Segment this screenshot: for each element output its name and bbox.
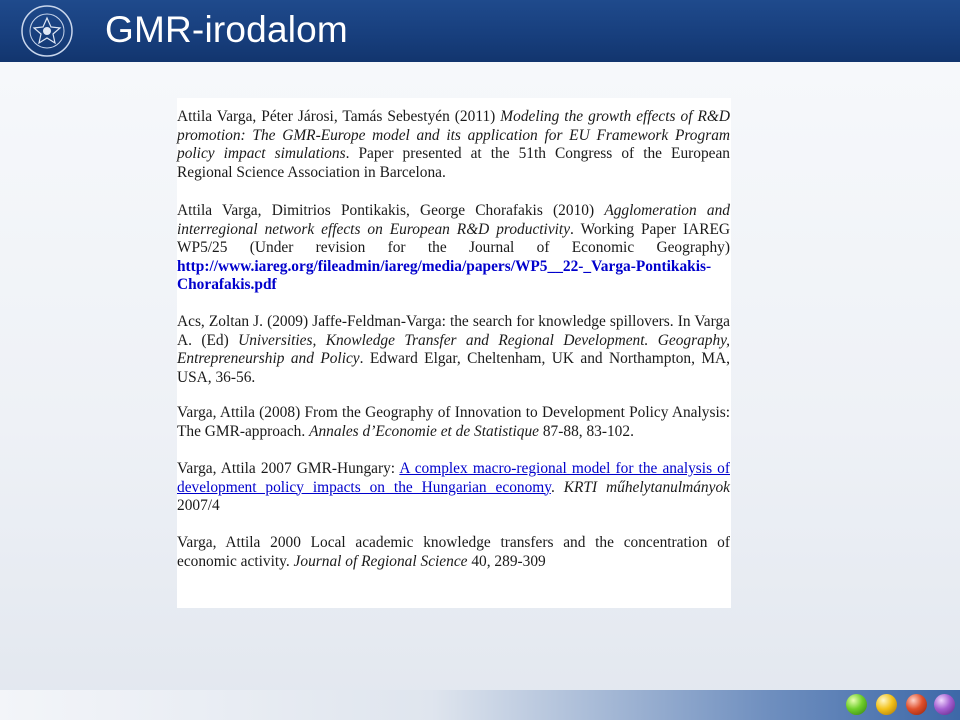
purple-sphere-icon [934,694,955,715]
reference-title: Agglomeration and interregional network effects on European R&D productivity [177,202,730,238]
reference-text: Attila Varga, Péter Járosi, Tamás Sebestyén (2011) [177,108,501,125]
reference-item [177,534,730,571]
reference-text: . [285,552,294,570]
university-seal-icon [18,4,76,58]
reference-text: . [550,478,564,496]
page-title: GMR-irodalom [105,9,348,50]
reference-title: Universities, Knowledge Transfer and Regional Development. Geography, Entrepreneurship and Policy [177,331,730,367]
reference-text: 40, 289-309 [467,552,546,570]
footer-band [0,690,960,720]
reference-item [177,404,730,441]
reference-item [177,108,730,182]
reference-page [177,98,731,608]
red-sphere-icon [906,694,927,715]
reference-text: . Paper presented at the 51th Congress of the European Regional Science Association in Barcelona. [177,145,731,181]
reference-title: Journal of Regional Science [293,552,468,570]
green-sphere-icon [846,694,867,715]
reference-item [177,460,730,516]
slide-header [0,0,960,62]
yellow-sphere-icon [876,694,897,715]
reference-text: Acs, Zoltan J. (2009) Jaffe-Feldman-Varga: the search for knowledge spillovers. In Varga A. (Ed) [177,313,730,349]
reference-title: Modeling the growth effects of R&D promotion: The GMR-Europe model and its application for EU Framework Program policy impact simulations [177,108,731,162]
reference-text: 87-88, 83-102. [539,422,634,440]
reference-text: . Edward Elgar, Cheltenham, UK and Northampton, MA, USA, 36-56. [177,350,731,386]
reference-title: Annales d’Economie et de Statistique [309,422,540,440]
reference-text: Varga, Attila (2008) From the Geography of Innovation to Development Policy Analysis: The GMR-approach. [177,404,730,440]
reference-title: KRTI műhelytanulmányok [563,478,730,496]
reference-hyperlink[interactable]: A complex macro-regional model for the analysis of development policy impacts on the Hungarian economy [177,460,730,496]
reference-text: Attila Varga, Dimitrios Pontikakis, George Chorafakis (2010) [177,202,605,219]
reference-text: Varga, Attila 2000 Local academic knowledge transfers and the concentration of economic activity [177,534,730,570]
reference-url-link[interactable]: http://www.iareg.org/fileadmin/iareg/media/papers/WP5__22-_Varga-Pontikakis-Chorafakis.pdf [177,257,712,293]
reference-text: Varga, Attila 2007 GMR-Hungary: [177,460,400,477]
reference-text: 2007/4 [177,497,220,514]
reference-text: . Working Paper IAREG WP5/25 (Under revision for the Journal of Economic Geography) [177,220,731,256]
reference-item [177,313,730,387]
reference-item [177,202,730,295]
